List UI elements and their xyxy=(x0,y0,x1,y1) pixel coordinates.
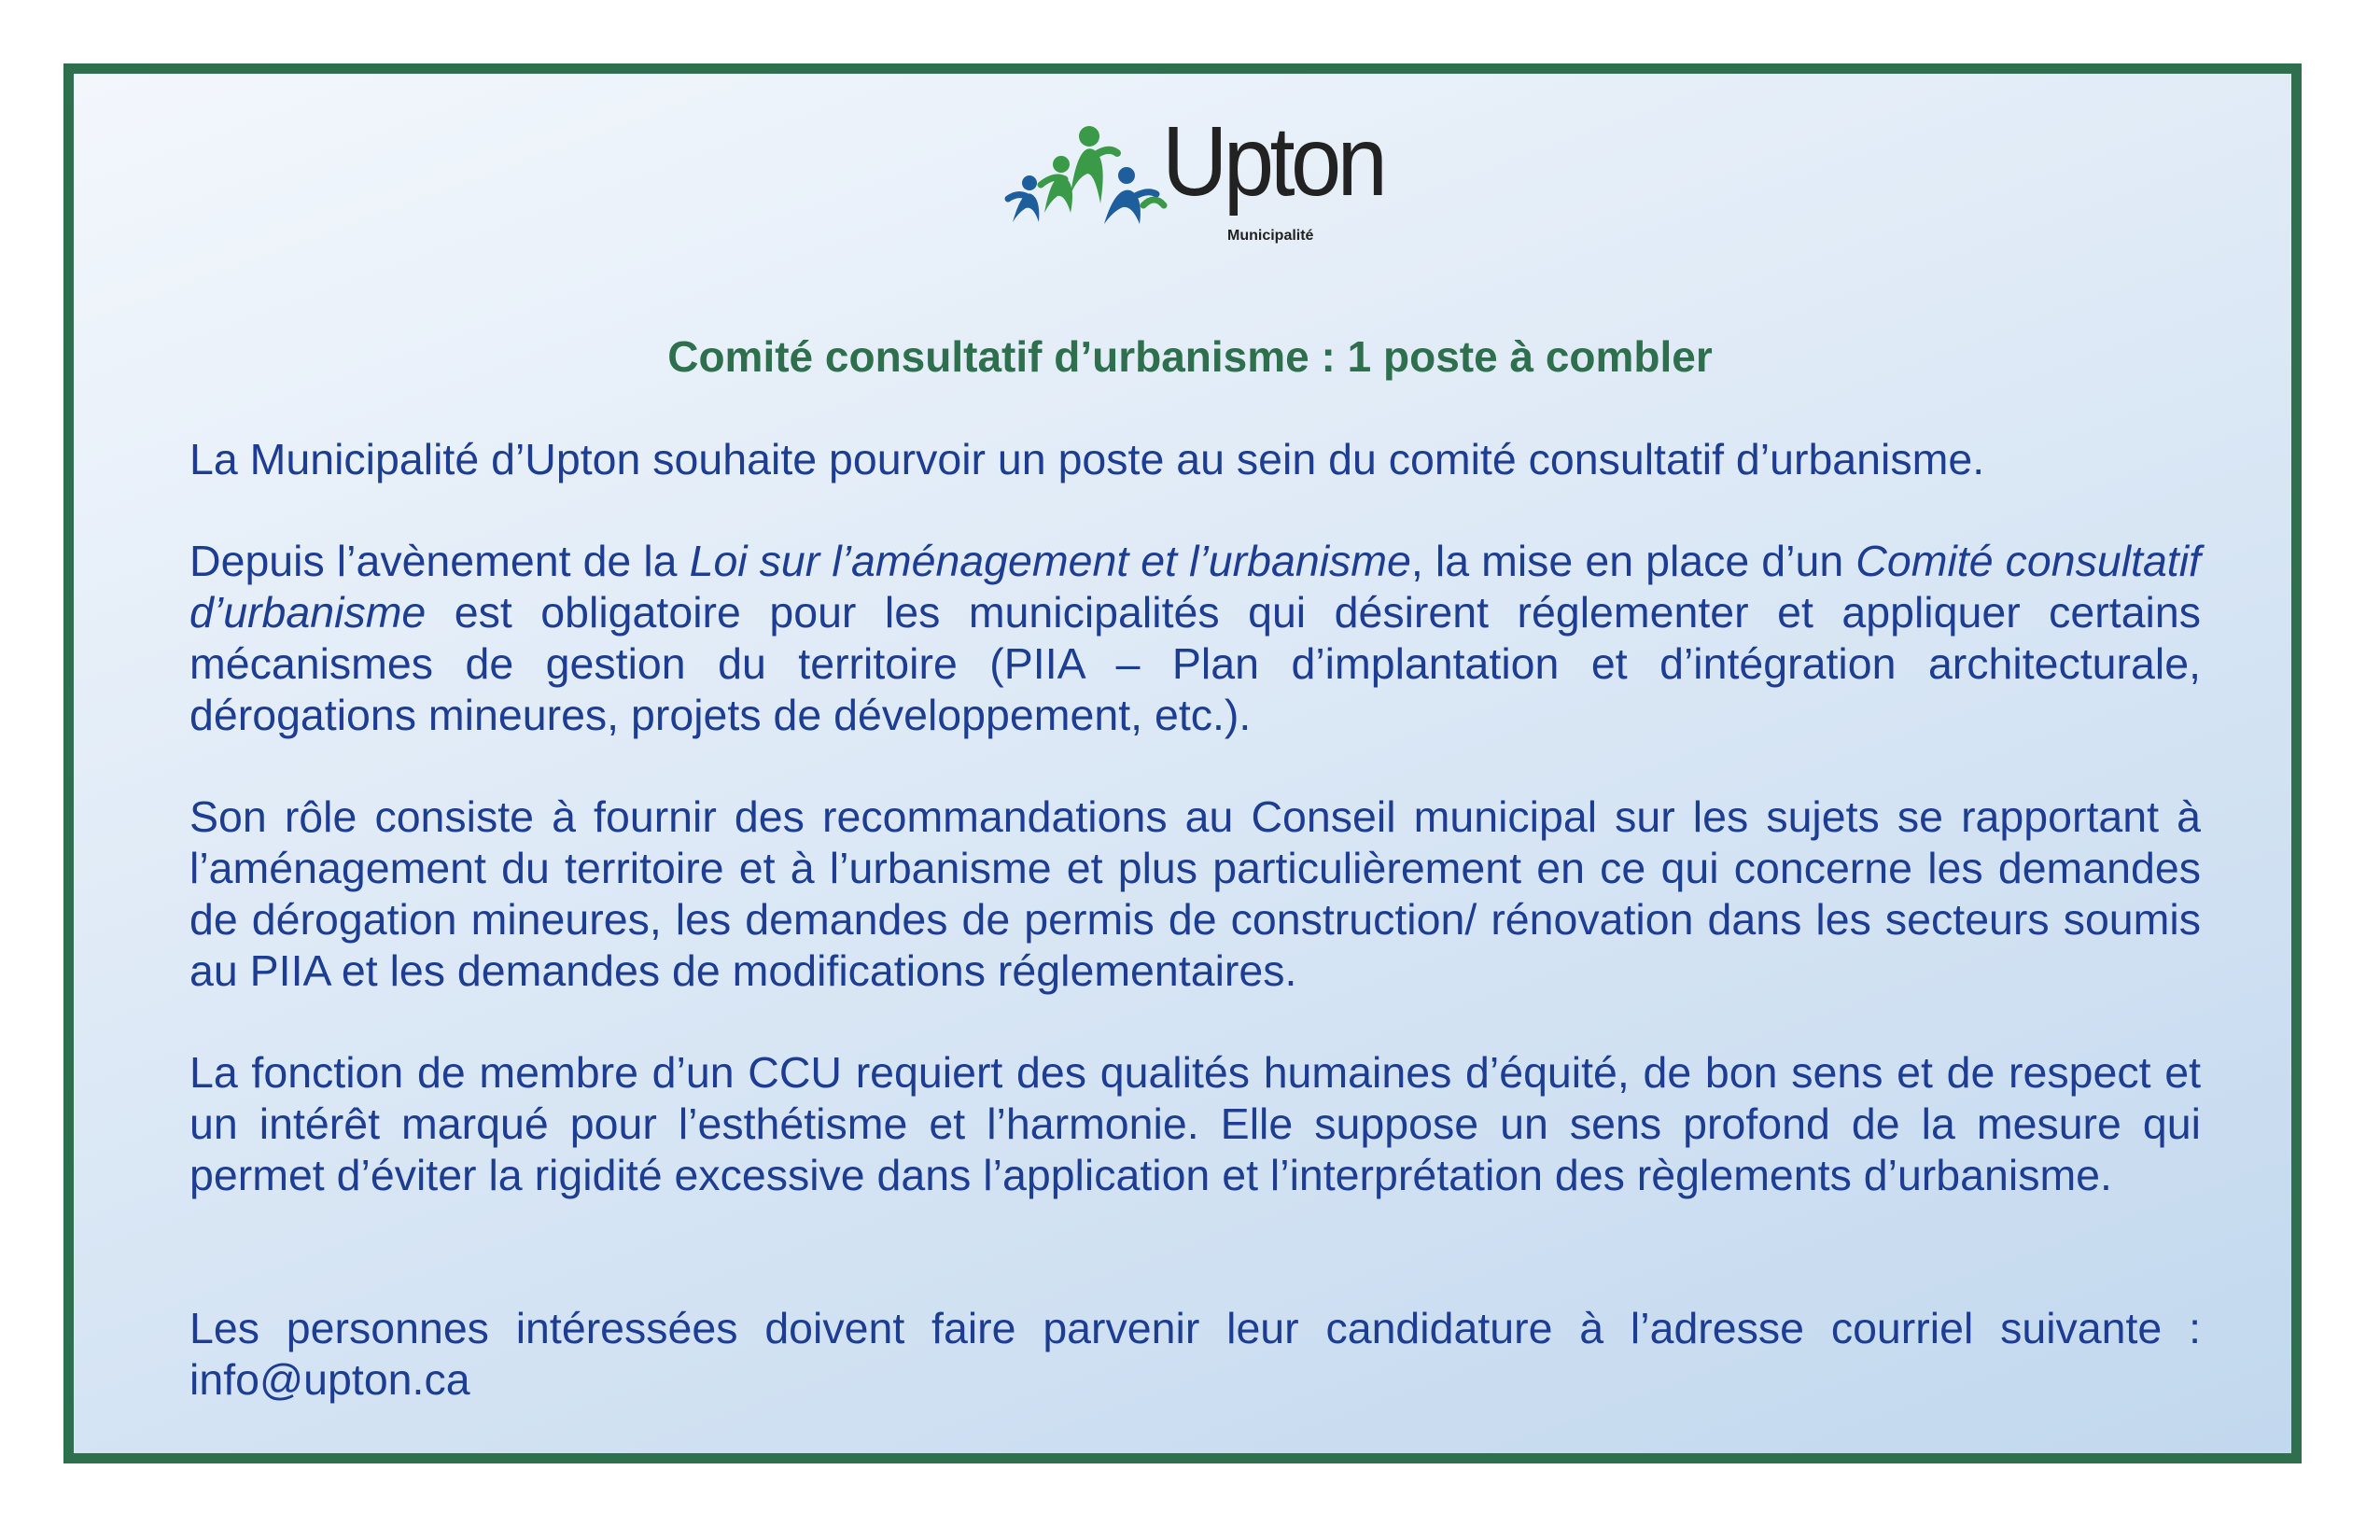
paragraph-law-part2: , la mise en place d’un xyxy=(1410,537,1856,585)
committee-name: Comité consultatif d’urbanisme xyxy=(189,537,2201,637)
law-title: Loi sur l’aménagement et l’urbanisme xyxy=(689,537,1411,585)
people-figures-icon xyxy=(1003,119,1171,241)
paragraph-law-part1: Depuis l’avènement de la xyxy=(189,537,690,585)
paragraph-law-part3: est obligatoire pour les municipalités qui désirent réglementer et appliquer certains mécanismes de gestion du territoire (PIIA – Plan d’implantation et d’intégration architecturale, dérogations mineures, projets de développement, etc.). xyxy=(189,588,2201,739)
logo-wordmark: Upton xyxy=(1162,106,1384,217)
paragraph-contact: Les personnes intéressées doivent faire parvenir leur candidature à l’adresse courriel suivante : info@upton.ca xyxy=(189,1304,2201,1404)
paragraph-qualities: La fonction de membre d’un CCU requiert des qualités humaines d’équité, de bon sens et de respect et un intérêt marqué pour l’esthétisme et l’harmonie. Elle suppose un sens profond de la mesure qui permet d’éviter la rigidité excessive dans l’application et l’interprétation des règlements d’urbanisme. xyxy=(189,1048,2201,1199)
paragraph-law xyxy=(189,536,2201,741)
upton-logo xyxy=(1003,106,1395,259)
notice-title: Comité consultatif d’urbanisme : 1 poste à combler xyxy=(667,332,1713,381)
logo-subtitle: Municipalité xyxy=(1227,228,1314,244)
notice-frame xyxy=(63,63,2302,1463)
paragraph-intro: La Municipalité d’Upton souhaite pourvoir un poste au sein du comité consultatif d’urbanisme. xyxy=(189,435,1985,483)
paragraph-role: Son rôle consiste à fournir des recommandations au Conseil municipal sur les sujets se rapportant à l’aménagement du territoire et à l’urbanisme et plus particulièrement en ce qui concerne les demandes de dérogation mineures, les demandes de permis de construction/ rénovation dans les secteurs soumis au PIIA et les demandes de modifications réglementaires. xyxy=(189,792,2201,995)
